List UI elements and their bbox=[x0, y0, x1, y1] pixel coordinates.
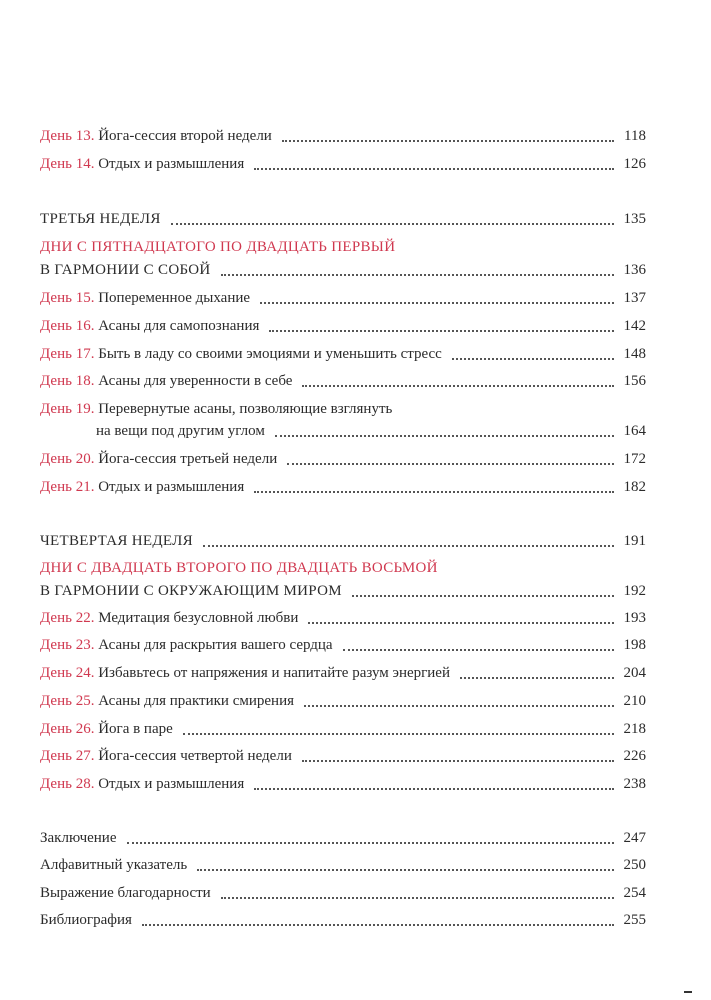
toc-entry-day-20[interactable] bbox=[40, 446, 646, 468]
day-label: День 14. bbox=[40, 156, 95, 172]
entry-title: Отдых и размышления bbox=[98, 776, 245, 792]
toc-entry-day-26[interactable] bbox=[40, 716, 646, 738]
dot-leader bbox=[183, 733, 614, 735]
entry-title: Асаны для раскрытия вашего сердца bbox=[98, 637, 333, 653]
entry-title: Выражение благодарности bbox=[40, 885, 211, 901]
day-label: День 23. bbox=[40, 637, 95, 653]
dot-leader bbox=[171, 223, 614, 225]
day-label: День 18. bbox=[40, 373, 95, 389]
entry-title: Перевернутые асаны, позволяющие взглянуть bbox=[98, 401, 393, 417]
page-number: 148 bbox=[623, 346, 646, 362]
page-number: 192 bbox=[623, 583, 646, 599]
day-label: День 17. bbox=[40, 346, 95, 362]
day-label: День 20. bbox=[40, 451, 95, 467]
entry-title: Асаны для практики смирения bbox=[98, 693, 294, 709]
dot-leader bbox=[254, 491, 613, 493]
page-number: 142 bbox=[623, 318, 646, 334]
dot-leader bbox=[304, 705, 614, 707]
page-number: 254 bbox=[623, 885, 646, 901]
entry-title: Асаны для уверенности в себе bbox=[98, 373, 293, 389]
toc-entry-day-16[interactable] bbox=[40, 313, 646, 335]
day-label: День 26. bbox=[40, 721, 95, 737]
page-number: 218 bbox=[623, 721, 646, 737]
day-label: День 15. bbox=[40, 290, 95, 306]
toc-week4-heading[interactable] bbox=[40, 528, 646, 550]
theme-title: В ГАРМОНИИ С СОБОЙ bbox=[40, 262, 211, 278]
toc-entry-day-25[interactable] bbox=[40, 688, 646, 710]
toc-entry-day-27[interactable] bbox=[40, 743, 646, 765]
dot-leader bbox=[221, 274, 614, 276]
day-label: День 24. bbox=[40, 665, 95, 681]
toc-entry-day-14[interactable] bbox=[40, 151, 646, 173]
toc-entry-day-28[interactable] bbox=[40, 771, 646, 793]
dot-leader bbox=[221, 897, 614, 899]
entry-title: Йога в паре bbox=[98, 721, 173, 737]
dot-leader bbox=[269, 330, 613, 332]
day-label: День 22. bbox=[40, 610, 95, 626]
page-number: 191 bbox=[623, 533, 646, 549]
day-label: День 27. bbox=[40, 748, 95, 764]
week4-subheading: ДНИ С ДВАДЦАТЬ ВТОРОГО ПО ДВАДЦАТЬ ВОСЬМОЙ bbox=[40, 560, 438, 576]
page-number: 255 bbox=[623, 912, 646, 928]
page-number: 238 bbox=[623, 776, 646, 792]
dot-leader bbox=[282, 140, 614, 142]
page-number: 137 bbox=[623, 290, 646, 306]
dot-leader bbox=[287, 463, 613, 465]
entry-title: Медитация безусловной любви bbox=[98, 610, 299, 626]
dot-leader bbox=[352, 595, 614, 597]
dot-leader bbox=[460, 677, 614, 679]
entry-title: Йога-сессия четвертой недели bbox=[98, 748, 292, 764]
page-number: 126 bbox=[623, 156, 646, 172]
page-corner-mark bbox=[684, 991, 692, 993]
toc-entry-index[interactable] bbox=[40, 852, 646, 874]
toc-entry-day-19-line1[interactable] bbox=[40, 396, 646, 418]
dot-leader bbox=[254, 788, 613, 790]
toc-entry-bibliography[interactable] bbox=[40, 907, 646, 929]
dot-leader bbox=[308, 622, 613, 624]
toc-entry-day-21[interactable] bbox=[40, 474, 646, 496]
dot-leader bbox=[197, 869, 613, 871]
entry-title: Отдых и размышления bbox=[98, 479, 245, 495]
page-number: 135 bbox=[623, 211, 646, 227]
page-number: 182 bbox=[623, 479, 646, 495]
week-heading: ЧЕТВЕРТАЯ НЕДЕЛЯ bbox=[40, 533, 193, 549]
week-heading: ТРЕТЬЯ НЕДЕЛЯ bbox=[40, 211, 161, 227]
page-number: 193 bbox=[623, 610, 646, 626]
day-label: День 21. bbox=[40, 479, 95, 495]
dot-leader bbox=[254, 168, 613, 170]
entry-title: Избавьтесь от напряжения и напитайте разум энергией bbox=[98, 665, 450, 681]
page-number: 156 bbox=[623, 373, 646, 389]
entry-title: Йога-сессия второй недели bbox=[98, 128, 272, 144]
dot-leader bbox=[260, 302, 613, 304]
toc-week3-theme[interactable] bbox=[40, 257, 646, 279]
dot-leader bbox=[127, 842, 614, 844]
entry-title: Отдых и размышления bbox=[98, 156, 245, 172]
entry-title: Быть в ладу со своими эмоциями и уменьшить стресс bbox=[98, 346, 442, 362]
toc-week3-heading[interactable] bbox=[40, 206, 646, 228]
day-label: День 28. bbox=[40, 776, 95, 792]
toc-entry-day-17[interactable] bbox=[40, 341, 646, 363]
page-number: 118 bbox=[624, 128, 646, 144]
entry-title: Попеременное дыхание bbox=[98, 290, 251, 306]
dot-leader bbox=[452, 358, 614, 360]
day-label: День 13. bbox=[40, 128, 95, 144]
toc-entry-acknowledgements[interactable] bbox=[40, 880, 646, 902]
dot-leader bbox=[275, 435, 614, 437]
day-label: День 25. bbox=[40, 693, 95, 709]
toc-entry-day-15[interactable] bbox=[40, 285, 646, 307]
toc-week4-theme[interactable] bbox=[40, 578, 646, 600]
toc-entry-day-24[interactable] bbox=[40, 660, 646, 682]
entry-title: Библиография bbox=[40, 912, 132, 928]
entry-title: Асаны для самопознания bbox=[98, 318, 260, 334]
toc-entry-day-13[interactable] bbox=[40, 123, 646, 145]
entry-title: Йога-сессия третьей недели bbox=[98, 451, 278, 467]
entry-title-continued: на вещи под другим углом bbox=[96, 423, 265, 439]
page-number: 172 bbox=[623, 451, 646, 467]
week3-subheading: ДНИ С ПЯТНАДЦАТОГО ПО ДВАДЦАТЬ ПЕРВЫЙ bbox=[40, 239, 396, 255]
page-number: 210 bbox=[623, 693, 646, 709]
toc-entry-day-19-line2[interactable] bbox=[40, 418, 646, 440]
dot-leader bbox=[343, 649, 614, 651]
dot-leader bbox=[302, 385, 613, 387]
entry-title: Алфавитный указатель bbox=[40, 857, 188, 873]
toc-entry-day-23[interactable] bbox=[40, 632, 646, 654]
entry-title: Заключение bbox=[40, 830, 117, 846]
page-number: 136 bbox=[623, 262, 646, 278]
dot-leader bbox=[302, 760, 614, 762]
page-number: 204 bbox=[623, 665, 646, 681]
theme-title: В ГАРМОНИИ С ОКРУЖАЮЩИМ МИРОМ bbox=[40, 583, 342, 599]
toc-entry-day-18[interactable] bbox=[40, 368, 646, 390]
toc-entry-conclusion[interactable] bbox=[40, 825, 646, 847]
day-label: День 16. bbox=[40, 318, 95, 334]
page-number: 164 bbox=[623, 423, 646, 439]
day-label: День 19. bbox=[40, 401, 95, 417]
toc-entry-day-22[interactable] bbox=[40, 605, 646, 627]
dot-leader bbox=[142, 924, 614, 926]
dot-leader bbox=[203, 545, 614, 547]
page-number: 247 bbox=[623, 830, 646, 846]
page-number: 250 bbox=[623, 857, 646, 873]
page-number: 226 bbox=[623, 748, 646, 764]
page-number: 198 bbox=[623, 637, 646, 653]
